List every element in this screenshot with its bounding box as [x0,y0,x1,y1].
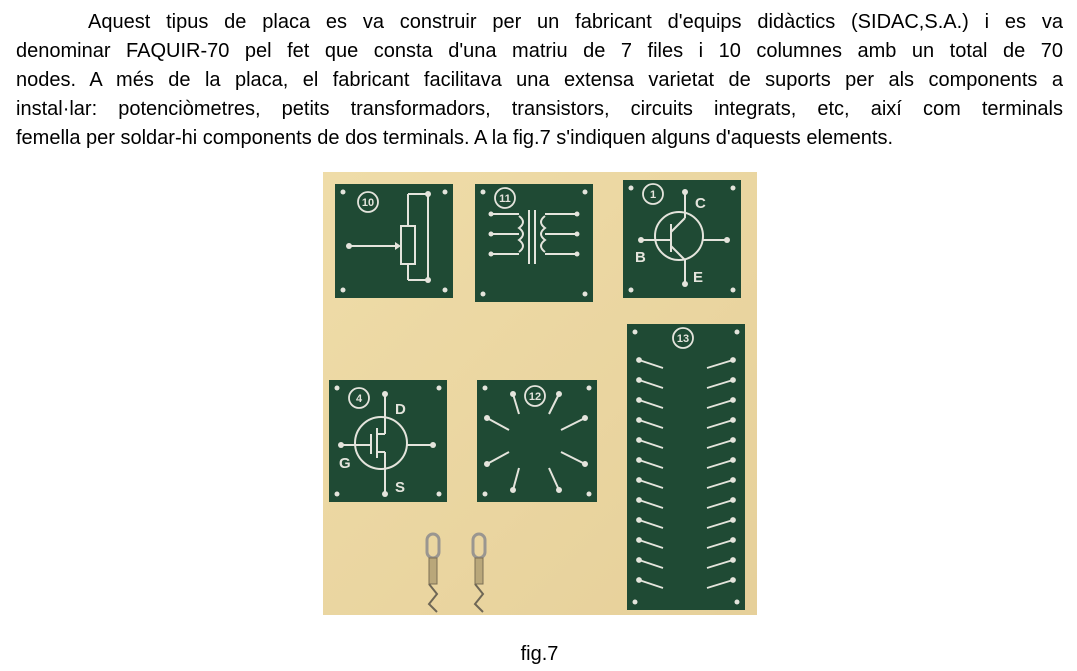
pin-label-e: E [693,269,704,286]
dil-pin-pad [731,478,735,482]
paragraph-line-1: Aquest tipus de placa es va construir per un fabricant d'equips didàctics (SIDAC,S.A.) i es va [88,11,1063,33]
board-number-1: 1 [649,189,657,201]
dil-pin-pad [637,398,641,402]
dil-pin-pad [731,558,735,562]
dil-pin-pad [637,478,641,482]
pin-label-d: D [395,401,406,418]
round-ic-board [477,380,597,502]
board-number-12: 12 [528,391,542,403]
dil-ic-board [627,324,745,610]
dil-pin-pad [731,378,735,382]
dil-pin-pad [637,438,641,442]
paragraph-line-2: denominar FAQUIR-70 pel fet que consta d'una matriu de 7 files i 10 columnes amb un total de 70 [16,40,1063,62]
paragraph-line-3: nodes. A més de la placa, el fabricant facilitava una extensa varietat de suports per als components a [16,69,1063,91]
dil-pin-pad [731,498,735,502]
board-number-13: 13 [676,333,690,345]
pin-label-c: C [695,195,706,212]
transformer-board [475,184,593,302]
figure-caption: fig.7 [520,643,559,665]
board-number-11: 11 [499,193,511,205]
fet-transistor-board [329,380,447,502]
dil-pin-pad [637,378,641,382]
bipolar-transistor-board [623,180,741,298]
pin-label-g: G [339,455,351,472]
dil-pin-pad [637,458,641,462]
dil-pin-pad [731,358,735,362]
paragraph-line-5: femella per soldar-hi components de dos terminals. A la fig.7 s'indiquen alguns d'aquests elements. [16,127,894,149]
dil-pin-pad [637,558,641,562]
board-number-10: 10 [361,197,375,209]
dil-pin-pad [731,438,735,442]
dil-pin-pad [637,538,641,542]
potentiometer-board [335,184,453,298]
pin-label-b: B [635,249,646,266]
paragraph-line-4: instal·lar: potenciòmetres, petits transformadors, transistors, circuits integrats, etc, així com terminals [16,98,1063,120]
dil-pin-pad [637,578,641,582]
dil-pin-pad [637,418,641,422]
body-paragraph [16,8,1063,153]
dil-pin-pad [731,418,735,422]
board-number-4: 4 [355,393,363,405]
dil-pin-pad [731,458,735,462]
dil-pin-pad [637,358,641,362]
dil-pin-pad [731,578,735,582]
pin-label-s: S [395,479,406,496]
dil-pin-pad [731,518,735,522]
dil-pin-pad [637,518,641,522]
dil-pin-pad [637,498,641,502]
dil-pin-pad [731,398,735,402]
dil-pin-pad [731,538,735,542]
component-boards-photo [323,172,757,615]
